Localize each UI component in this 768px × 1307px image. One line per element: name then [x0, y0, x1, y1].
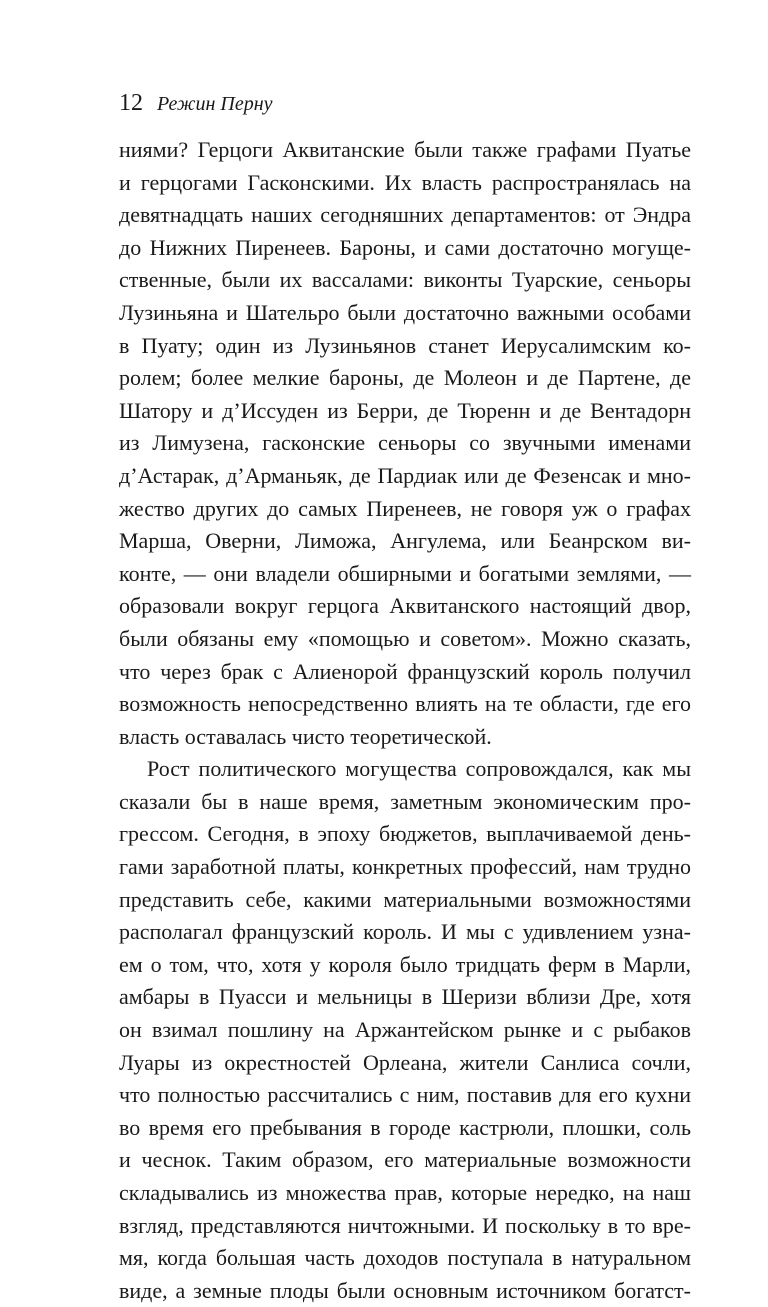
text-line: взгляд, представляются ничтожными. И поскольку в то вре- — [119, 1212, 691, 1238]
text-line: и чеснок. Таким образом, его материальные возможности — [119, 1147, 691, 1173]
text-line: возможность непосредственно влиять на те области, где его — [119, 691, 691, 717]
text-line: что полностью рассчитались с ним, поставив для его кухни — [119, 1082, 691, 1108]
text-line: ем о том, что, хотя у короля было тридцать ферм в Марли, — [119, 951, 691, 977]
text-line: Луары из окрестностей Орлеана, жители Санлиса сочли, — [119, 1049, 691, 1075]
text-line: грессом. Сегодня, в эпоху бюджетов, выплачиваемой день- — [119, 821, 691, 847]
text-line: Рост политического могущества сопровождался, как мы — [147, 756, 691, 782]
page-header — [119, 90, 273, 120]
text-line: девятнадцать наших сегодняшних департаментов: от Эндра — [119, 202, 691, 228]
text-line: ролем; более мелкие бароны, де Молеон и де Партене, де — [119, 365, 691, 391]
text-line: во время его пребывания в городе кастрюли, плошки, соль — [119, 1114, 691, 1140]
text-line: жество других до самых Пиренеев, не говоря уж о графах — [119, 495, 691, 521]
running-title: Режин Перну — [157, 93, 273, 115]
text-line: сказали бы в наше время, заметным экономическим про- — [119, 788, 691, 814]
text-line: были обязаны ему «помощью и советом». Можно сказать, — [119, 625, 691, 651]
text-line: что через брак с Алиенорой французский король получил — [119, 658, 691, 684]
text-line: в Пуату; один из Лузиньянов станет Иерусалимским ко- — [119, 332, 691, 358]
text-line: располагал французский король. И мы с удивлением узна- — [119, 919, 691, 945]
text-line: представить себе, какими материальными возможностями — [119, 886, 691, 912]
page-number: 12 — [119, 90, 143, 116]
text-line: ственные, были их вассалами: виконты Туарские, сеньоры — [119, 267, 691, 293]
text-line: гами заработной платы, конкретных профессий, нам трудно — [119, 854, 691, 880]
text-line: из Лимузена, гасконские сеньоры со звучными именами — [119, 430, 691, 456]
text-line: власть оставалась чисто теоретической. — [119, 723, 492, 749]
text-line: ниями? Герцоги Аквитанские были также графами Пуатье — [119, 137, 691, 162]
text-line: он взимал пошлину на Аржантейском рынке и с рыбаков — [119, 1017, 691, 1043]
text-line: Шатору и д’Иссуден из Берри, де Тюренн и де Вентадорн — [119, 397, 691, 423]
text-line: образовали вокруг герцога Аквитанского настоящий двор, — [119, 593, 691, 619]
body-text — [119, 134, 691, 1307]
text-line: виде, а земные плоды были основным источником богатст- — [119, 1277, 691, 1303]
text-line: д’Астарак, д’Арманьяк, де Пардиак или де Фезенсак и мно- — [119, 462, 691, 488]
paragraph — [119, 134, 691, 753]
text-line: Лузиньяна и Шательро были достаточно важными особами — [119, 299, 691, 325]
text-line: и герцогами Гасконскими. Их власть распространялась на — [119, 169, 691, 195]
text-line: Марша, Оверни, Лиможа, Ангулема, или Беанрском ви- — [119, 528, 691, 554]
text-line: мя, когда большая часть доходов поступала в натуральном — [119, 1245, 691, 1271]
text-line: складывались из множества прав, которые нередко, на наш — [119, 1180, 691, 1205]
text-line: до Нижних Пиренеев. Бароны, и сами достаточно могуще- — [119, 234, 691, 260]
text-line: конте, — они владели обширными и богатыми землями, — — [119, 560, 691, 586]
paragraph — [119, 753, 691, 1307]
text-line: амбары в Пуасси и мельницы в Шеризи вблизи Дре, хотя — [119, 984, 691, 1010]
